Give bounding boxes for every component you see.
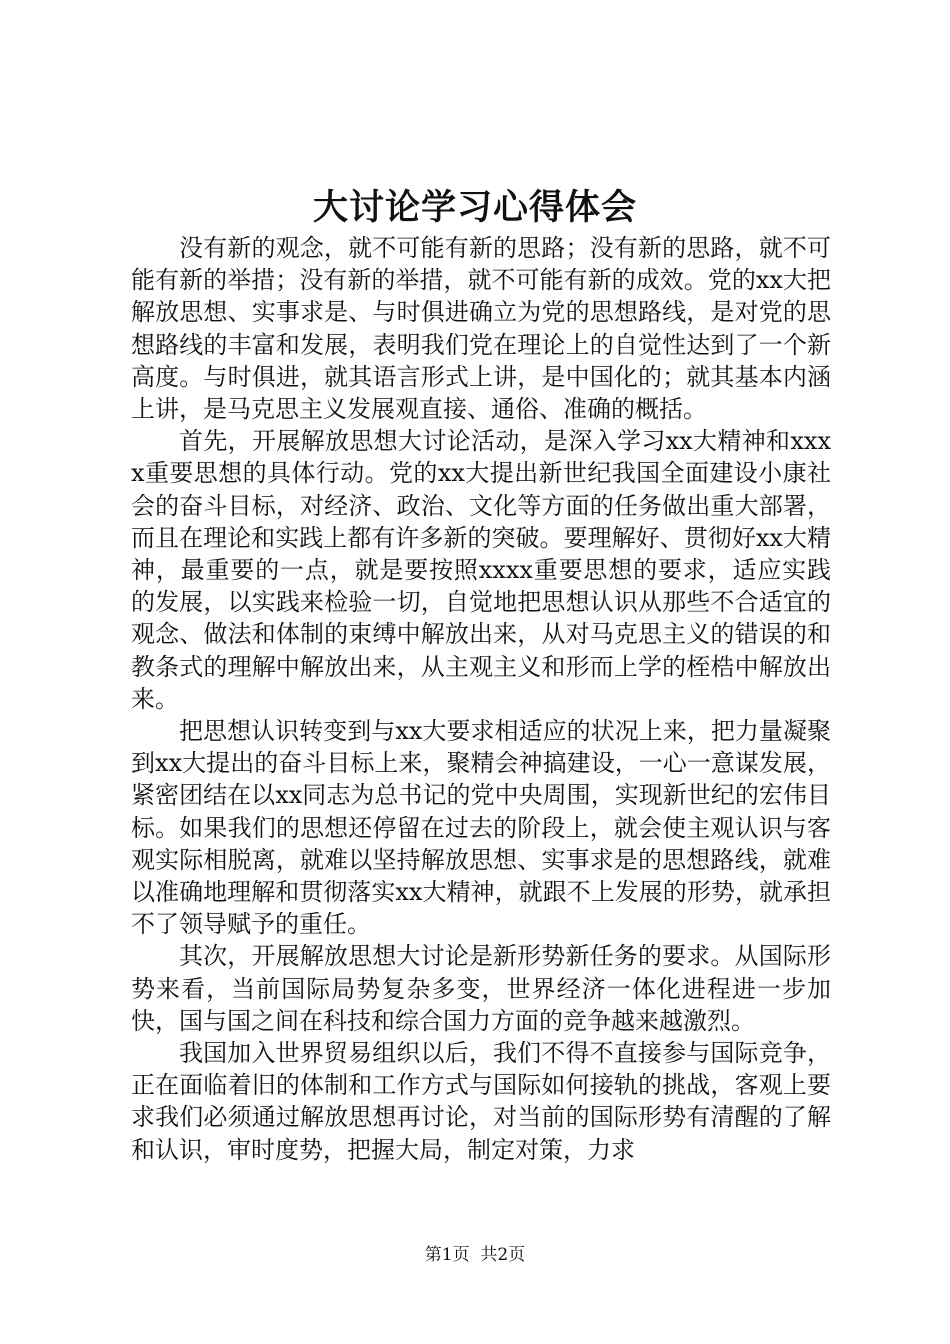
footer-separator	[470, 1245, 481, 1265]
paragraph: 我国加入世界贸易组织以后，我们不得不直接参与国际竞争，正在面临着旧的体制和工作方式与国际如何接轨的挑战，客观上要求我们必须通过解放思想再讨论，对当前的国际形势有清醒的了解和认识，审时度势，把握大局，制定对策，力求	[131, 1039, 831, 1164]
page-footer	[0, 1243, 950, 1267]
paragraph: 没有新的观念，就不可能有新的思路；没有新的思路，就不可能有新的举措；没有新的举措，就不可能有新的成效。党的xx大把解放思想、实事求是、与时俱进确立为党的思想路线，是对党的思想路线的丰富和发展，表明我们党在理论上的自觉性达到了一个新高度。与时俱进，就其语言形式上讲，是中国化的；就其基本内涵上讲，是马克思主义发展观直接、通俗、准确的概括。	[131, 234, 831, 424]
page-number: 第1页	[424, 1245, 470, 1265]
document-body	[131, 232, 831, 1166]
paragraph: 其次，开展解放思想大讨论是新形势新任务的要求。从国际形势来看，当前国际局势复杂多变，世界经济一体化进程进一步加快，国与国之间在科技和综合国力方面的竞争越来越激烈。	[131, 942, 831, 1035]
paragraph: 首先，开展解放思想大讨论活动，是深入学习xx大精神和xxxx重要思想的具体行动。党的xx大提出新世纪我国全面建设小康社会的奋斗目标，对经济、政治、文化等方面的任务做出重大部署，而且在理论和实践上都有许多新的突破。要理解好、贯彻好xx大精神，最重要的一点，就是要按照xxxx重要思想的要求，适应实践的发展，以实践来检验一切，自觉地把思想认识从那些不合适宜的观念、做法和体制的束缚中解放出来，从对马克思主义的错误的和教条式的理解中解放出来，从主观主义和形而上学的桎梏中解放出来。	[131, 427, 831, 713]
paragraph: 把思想认识转变到与xx大要求相适应的状况上来，把力量凝聚到xx大提出的奋斗目标上来，聚精会神搞建设，一心一意谋发展，紧密团结在以xx同志为总书记的党中央周围，实现新世纪的宏伟目标。如果我们的思想还停留在过去的阶段上，就会使主观认识与客观实际相脱离，就难以坚持解放思想、实事求是的思想路线，就难以准确地理解和贯彻落实xx大精神，就跟不上发展的形势，就承担不了领导赋予的重任。	[131, 717, 831, 939]
document-title: 大讨论学习心得体会	[312, 187, 637, 228]
page-total: 共2页	[480, 1245, 526, 1265]
